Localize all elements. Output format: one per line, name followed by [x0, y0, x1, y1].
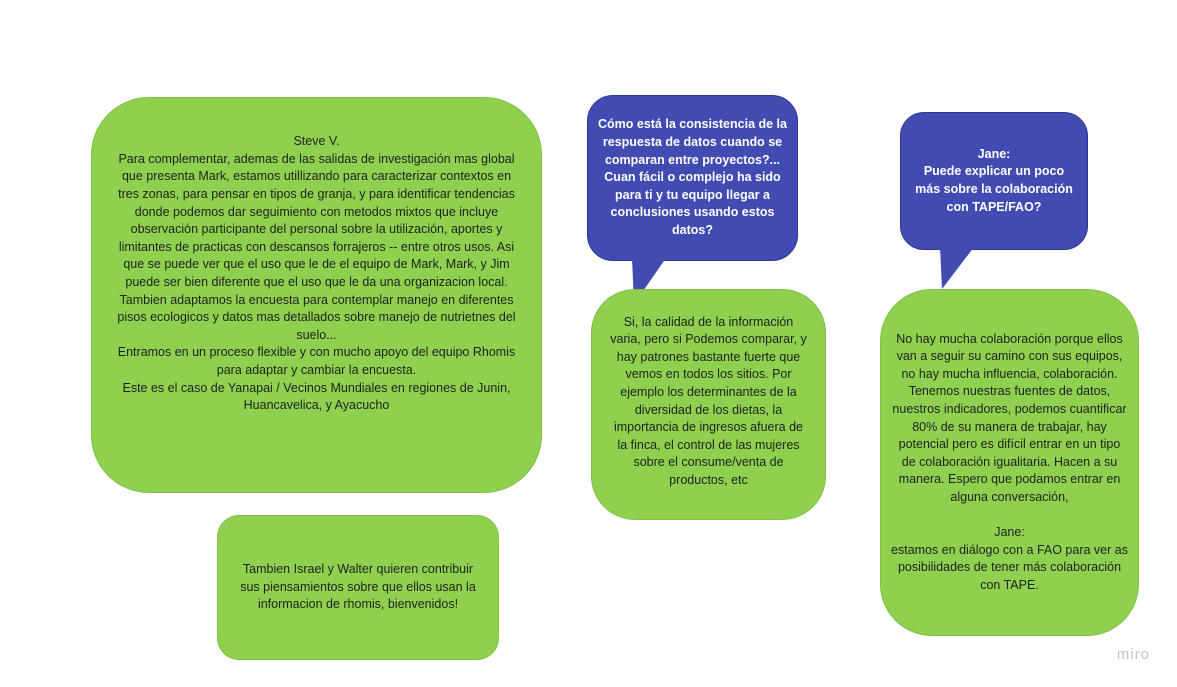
speech-bubble-question-tape-text: Jane: Puede explicar un poco más sobre la colaboración con TAPE/FAO?: [915, 146, 1073, 214]
miro-watermark-logo: miro: [1116, 646, 1150, 663]
sticky-note-steve-text: Steve V. Para complementar, ademas de las salidas de investigación mas global que presenta Mark, estamos utillizando para caracterizar contextos en tres zonas, para pensar en tipos de granja, y para identificar tendencias donde podemos dar seguimiento con metodos mixtos que incluye observación participante del personal sobre la utilización, aportes y limitantes de practicas con descansos forrajeros -- entre otros usos. Asi que se puede ver que el uso que le de el equipo de Mark, Mark, y Jim puede ser bien diferente que el uso que le da una organizacion local. Tambien adaptamos la encuesta para contemplar manejo en diferentes pisos ecologicos y datos mas detallados sobre manejo de nutrietnes del suelo... Entramos en un proceso flexible y con mucho apoyo del equipo Rhomis para adaptar y cambiar la encuesta. Este es el caso de Yanapai / Vecinos Mundiales en regiones de Junin, Huancavelica, y Ayacucho: [117, 134, 516, 413]
sticky-note-answer-tape[interactable]: [880, 289, 1139, 636]
speech-bubble-question-consistency[interactable]: [587, 95, 798, 261]
sticky-note-answer-consistency-text: Si, la calidad de la información varia, pero si Podemos comparar, y hay patrones bastante fuerte que vemos en todos los sitios. Por ejemplo los determinantes de la diversidad de los dietas, la importancia de ingresos afuera de la finca, el control de las mujeres sobre el consume/venta de productos, etc: [610, 314, 807, 487]
sticky-note-israel-walter[interactable]: [217, 515, 499, 660]
speech-bubble-question-consistency-text: Cómo está la consistencia de la respuesta de datos cuando se comparan entre proyectos?... Cuan fácil o complejo ha sido para ti y tu equipo llegar a conclusiones usando estos datos?: [598, 117, 787, 237]
speech-bubble-question-tape[interactable]: [900, 112, 1088, 250]
speech-bubble-tail-tape: [938, 247, 978, 291]
sticky-note-israel-walter-text: Tambien Israel y Walter quieren contribuir sus piensamientos sobre que ellos usan la informacion de rhomis, bienvenidos!: [240, 562, 476, 612]
sticky-note-steve[interactable]: [91, 97, 542, 493]
sticky-note-answer-tape-text: No hay mucha colaboración porque ellos van a seguir su camino con sus equipos, no hay mucha influencia, colaboración. Tenemos nuestras fuentes de datos, nuestros indicadores, podemos cuantificar 80% de su manera de trabajar, hay potencial pero es difícil entrar en un tipo de colaboración igualitaria. Hacen a su manera. Espero que podamos entrar en alguna conversación, Jane: estamos en diálogo con a FAO para ver as posibilidades de tener más colaboración con TAPE.: [891, 331, 1128, 592]
sticky-note-answer-consistency[interactable]: [591, 289, 826, 520]
